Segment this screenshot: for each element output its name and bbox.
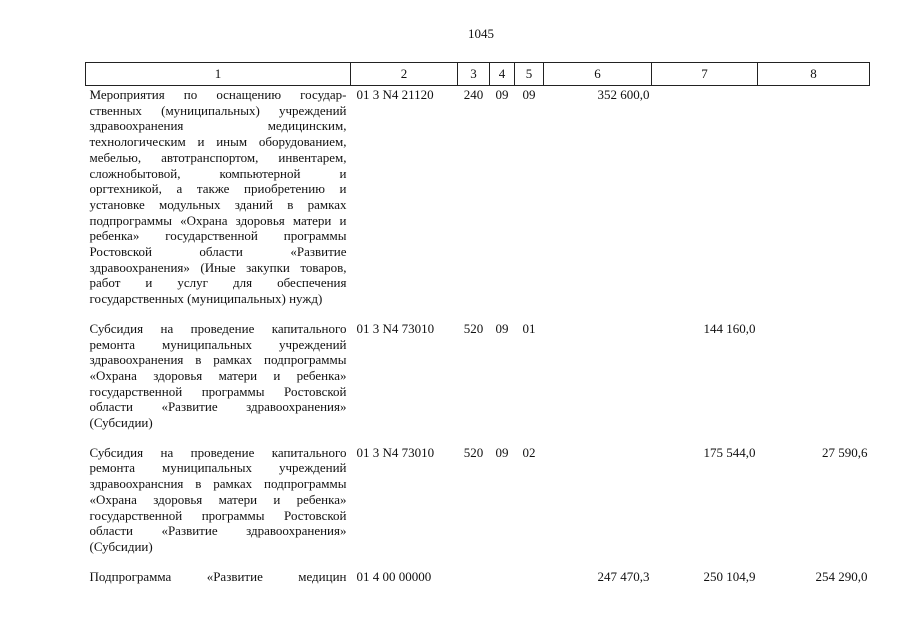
row-col-6 (544, 445, 652, 569)
row-col-5: 09 (522, 87, 536, 102)
header-col-8: 8 (758, 63, 870, 86)
row-col-8 (758, 321, 870, 445)
row-col-3: 240 (463, 87, 484, 102)
table-row (86, 321, 870, 445)
header-col-1: 1 (86, 63, 351, 86)
row-col-3: 520 (463, 444, 484, 460)
row-col-8 (758, 86, 870, 321)
row-col-7: 144 160,0 (703, 320, 756, 336)
row-code: 01 3 N4 73010 (356, 444, 435, 460)
row-col-4: 09 (495, 87, 509, 102)
header-col-5: 5 (515, 63, 544, 86)
budget-table (85, 62, 870, 598)
row-col-6: 352 600,0 (597, 87, 650, 102)
row-col-3: 520 (463, 320, 484, 336)
header-col-4: 4 (490, 63, 515, 86)
row-col-7 (652, 86, 758, 321)
table-row (86, 445, 870, 569)
table-row (86, 86, 870, 321)
row-col-6 (544, 321, 652, 445)
header-col-2: 2 (351, 63, 458, 86)
table-header-row (86, 63, 870, 86)
row-col-7: 175 544,0 (703, 444, 756, 460)
row-code: 01 4 00 00000 (356, 568, 432, 584)
header-col-3: 3 (458, 63, 490, 86)
row-name: Субсидия на проведение капитального ремонта муниципальных учреждений здравоохрансния в рамках подпрограммы «Охрана здоровья матери и ребенка» государственной программы Ростовской области «Развитие здравоохранения» (Субсидии) (89, 444, 347, 554)
header-col-6: 6 (544, 63, 652, 86)
row-name: Мероприятия по оснащению государственных (муниципальных) учреждений здравоохранения медицинским, технологическим и иным оборудованием, мебелью, автотранспортом, инвентарем, сложнобытовой, компьютерной и оргтехникой, а также приобретению и установке модульных зданий в рамках подпрограммы «Охрана здоровья матери и ребенка» государственной программы Ростовской области «Развитие здравоохранения» (Иные закупки товаров, работ и услуг для обеспечения государственных (муниципальных) нужд) (89, 87, 347, 307)
row-col-8: 254 290,0 (815, 568, 868, 584)
row-col-5 (515, 569, 544, 599)
row-col-8: 27 590,6 (822, 444, 868, 460)
header-col-7: 7 (652, 63, 758, 86)
table-row (86, 569, 870, 599)
row-code: 01 3 N4 73010 (356, 320, 435, 336)
row-name: Субсидия на проведение капитального ремонта муниципальных учреждений здравоохранения в рамках подпрограммы «Охрана здоровья матери и ребенка» государственной программы Ростовской области «Развитие здравоохранения» (Субсидии) (89, 320, 347, 431)
row-col-5: 02 (522, 444, 536, 460)
row-col-5: 01 (522, 320, 536, 336)
row-col-4: 09 (495, 320, 509, 336)
row-col-4 (490, 569, 515, 599)
row-col-7: 250 104,9 (703, 568, 756, 584)
row-col-6: 247 470,3 (597, 568, 650, 584)
row-name: Подпрограмма «Развитие медицин (89, 568, 347, 584)
row-col-4: 09 (495, 444, 509, 460)
row-code: 01 3 N4 21120 (356, 87, 434, 102)
page-number: 1045 (468, 26, 494, 41)
row-col-3 (458, 569, 490, 599)
